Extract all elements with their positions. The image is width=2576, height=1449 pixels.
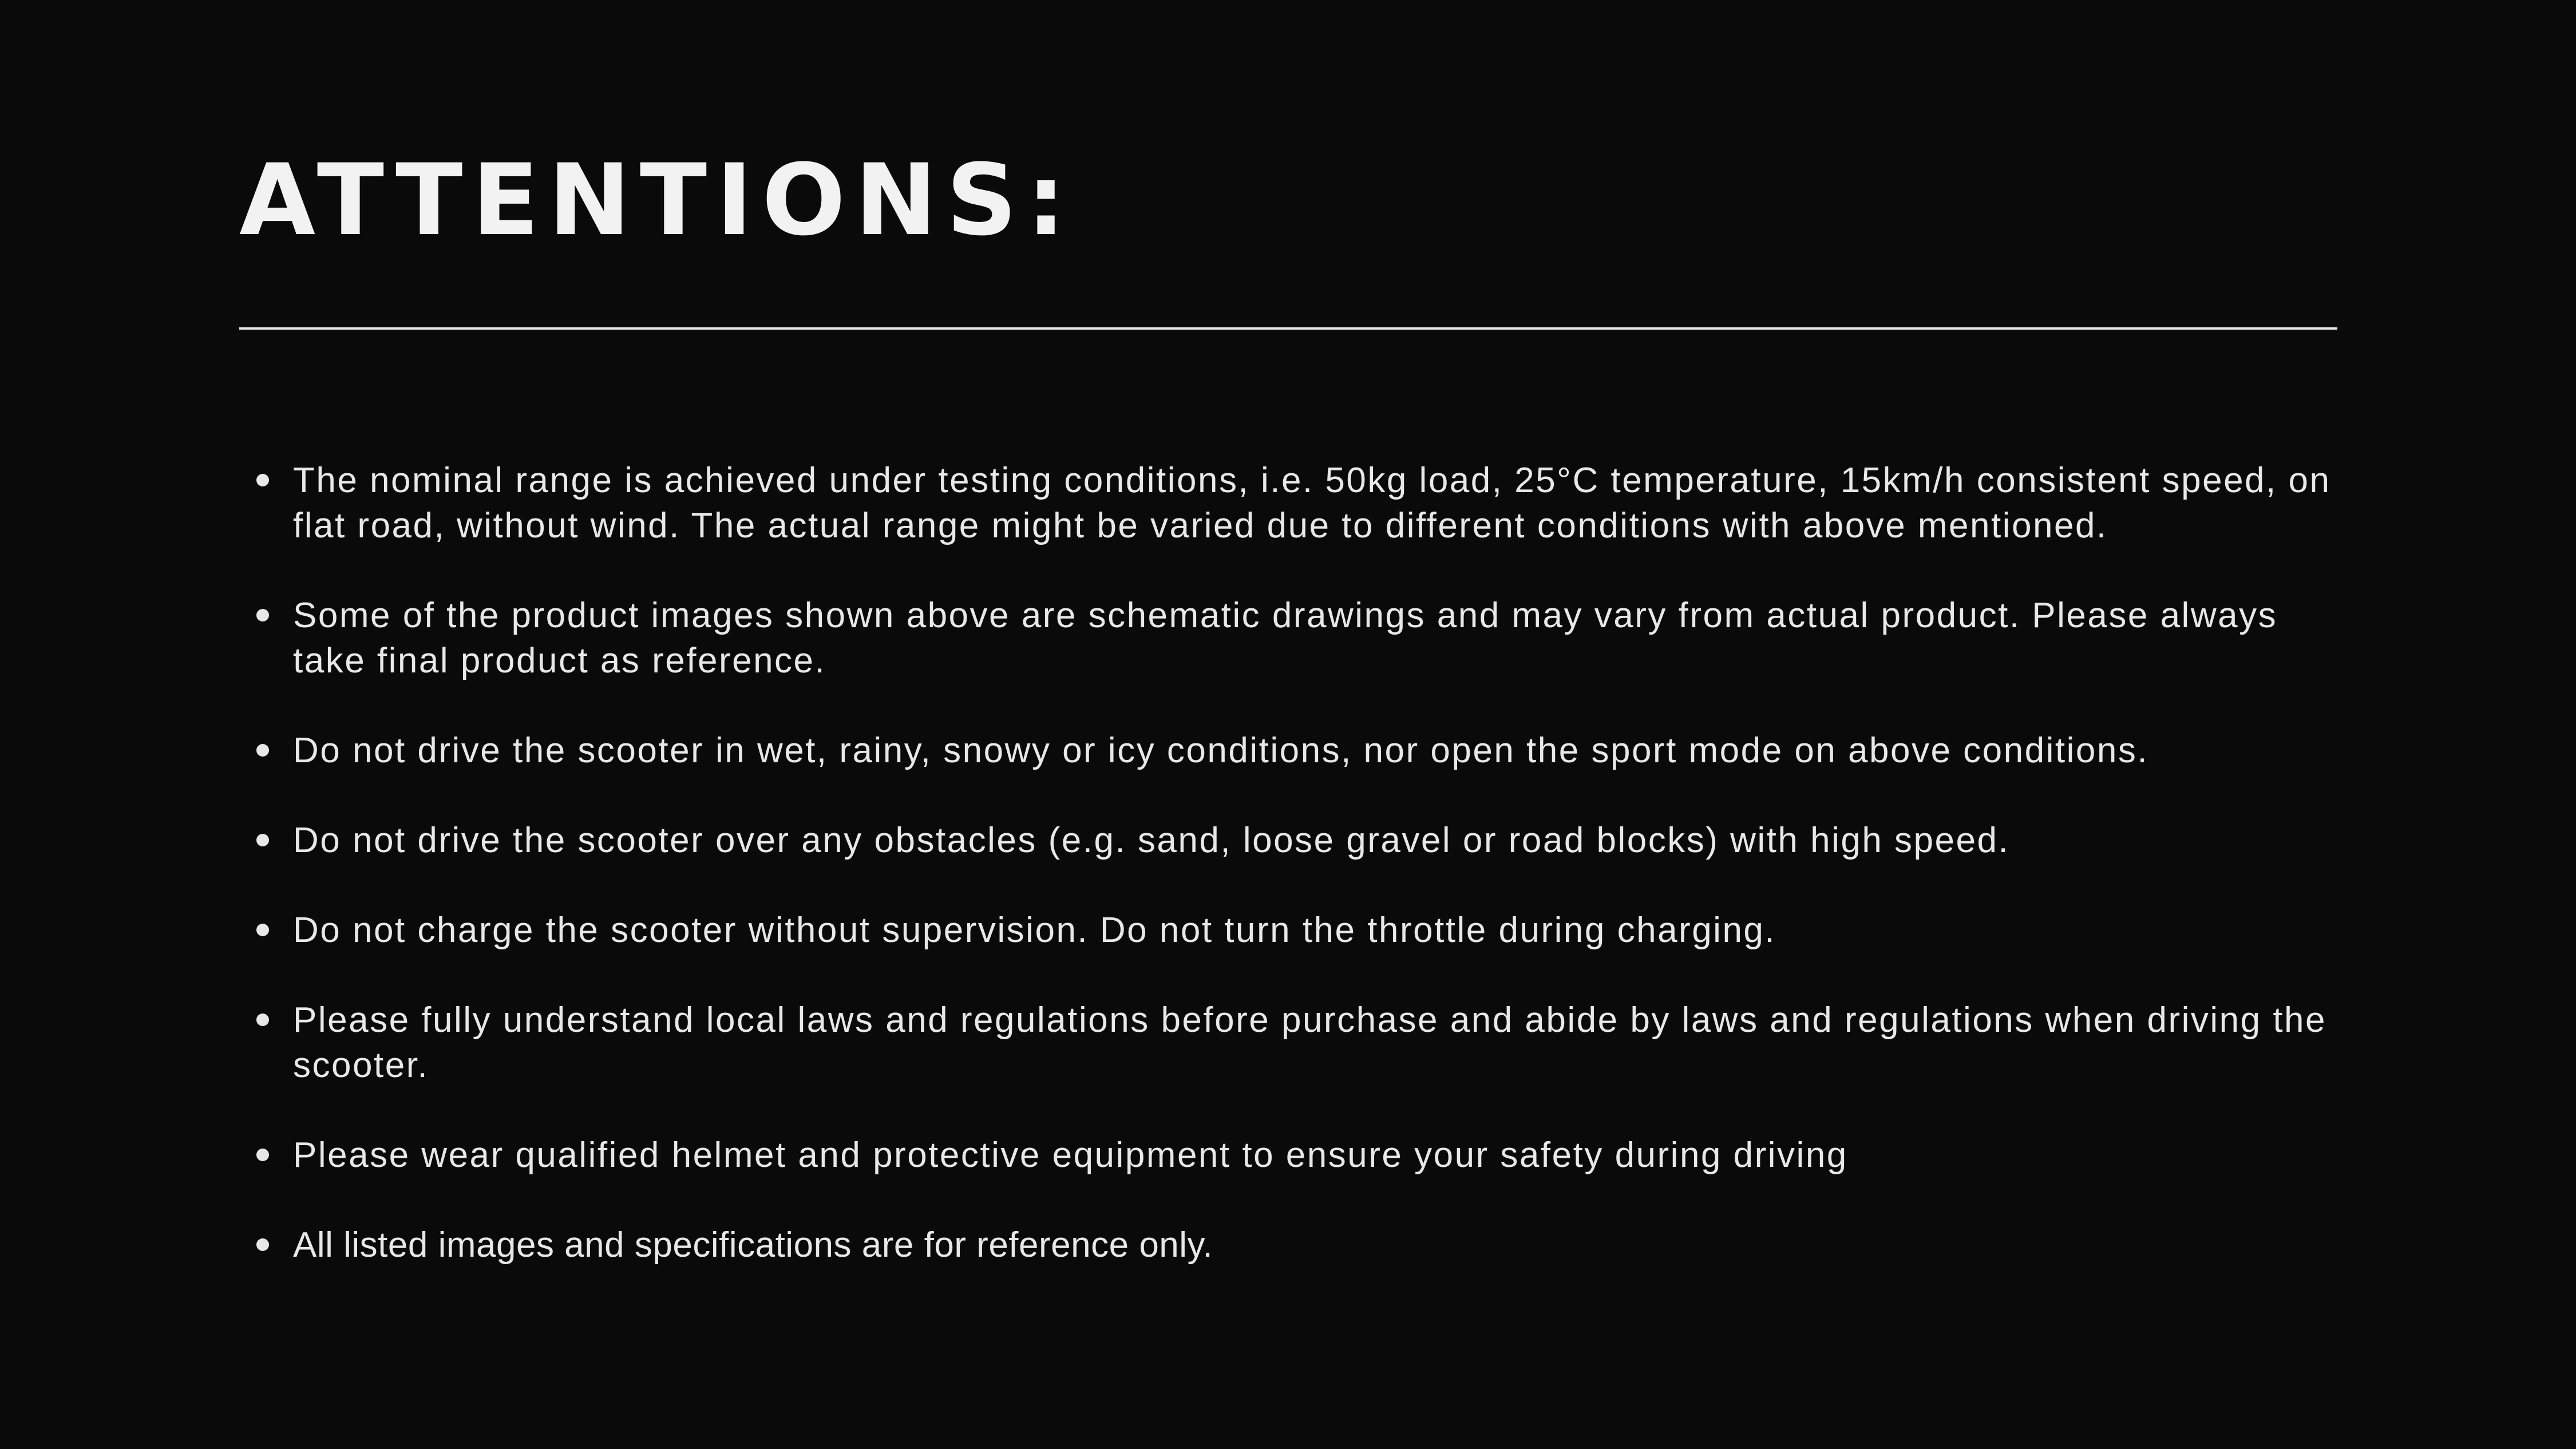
list-item — [239, 458, 2337, 548]
note-text: Do not drive the scooter over any obstacles (e.g. sand, loose gravel or road blocks) with high speed. — [293, 821, 2010, 860]
list-item — [239, 1222, 2337, 1268]
note-text: The nominal range is achieved under testing conditions, i.e. 50kg load, 25°C temperature, 15km/h consistent speed, on flat road, without wind. The actual range might be varied due to different conditions with above mentioned. — [293, 461, 2331, 545]
list-item — [239, 997, 2337, 1088]
attention-list — [239, 458, 2337, 1312]
bullet-icon — [256, 1149, 269, 1161]
title-divider — [239, 327, 2337, 330]
note-text: Please wear qualified helmet and protective equipment to ensure your safety during driving — [293, 1135, 1848, 1175]
page-title: ATTENTIONS: — [239, 142, 1075, 258]
note-text: Please fully understand local laws and regulations before purchase and abide by laws and regulations when driving the scooter. — [293, 1000, 2327, 1085]
note-text: Some of the product images shown above are schematic drawings and may vary from actual product. Please always take final product as reference. — [293, 596, 2278, 680]
bullet-icon — [256, 1238, 269, 1251]
bullet-icon — [256, 1013, 269, 1026]
list-item — [239, 1133, 2337, 1178]
bullet-icon — [256, 744, 269, 757]
bullet-icon — [256, 924, 269, 936]
list-item — [239, 593, 2337, 683]
list-item — [239, 908, 2337, 953]
note-text: All listed images and specifications are for reference only. — [293, 1225, 1213, 1265]
list-item — [239, 728, 2337, 773]
bullet-icon — [256, 609, 269, 621]
list-item — [239, 818, 2337, 863]
bullet-icon — [256, 834, 269, 846]
note-text: Do not charge the scooter without supervision. Do not turn the throttle during charging. — [293, 910, 1776, 950]
note-text: Do not drive the scooter in wet, rainy, snowy or icy conditions, nor open the sport mode on above conditions. — [293, 731, 2149, 770]
bullet-icon — [256, 474, 269, 486]
